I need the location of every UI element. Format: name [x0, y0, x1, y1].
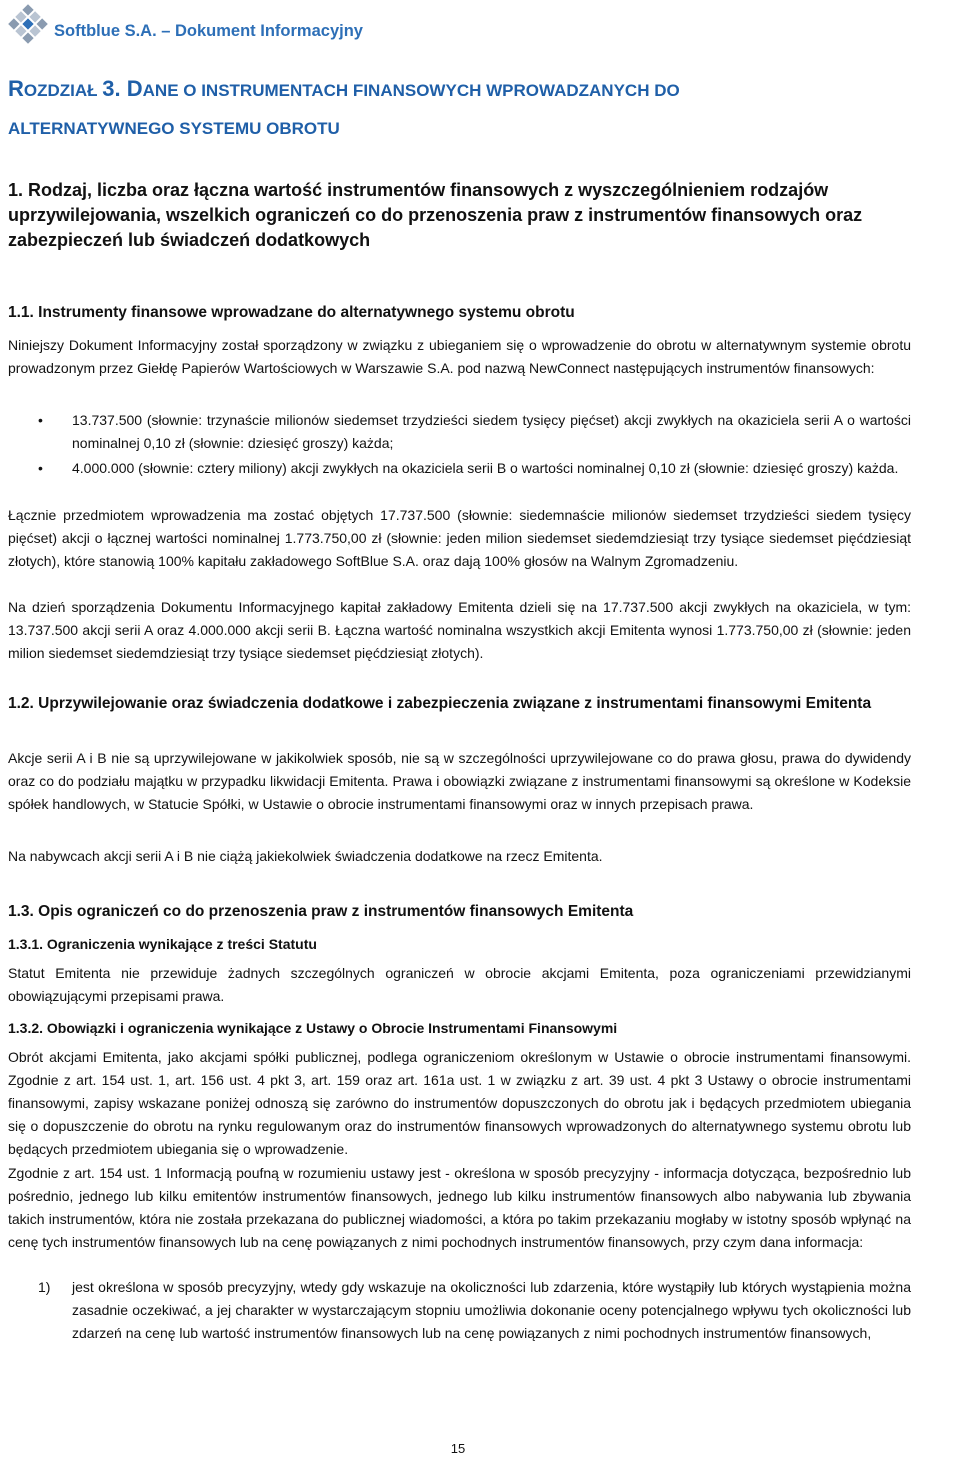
information-criteria-list	[8, 1276, 911, 1345]
section-1-3-2-heading: 1.3.2. Obowiązki i ograniczenia wynikające z Ustawy o Obrocie Instrumentami Finansowymi	[8, 1020, 618, 1036]
section-1-3-1-heading: 1.3.1. Ograniczenia wynikające z treści Statutu	[8, 936, 317, 952]
bullet-icon: •	[38, 412, 43, 428]
section-1-3-1-paragraph: Statut Emitenta nie przewiduje żadnych szczególnych ograniczeń w obrocie akcjami Emitenta, poza ograniczeniami przewidzianymi obowiązującymi przepisami prawa.	[8, 965, 911, 1004]
list-item: • 4.000.000 (słownie: cztery miliony) akcji zwykłych na okaziciela serii B o wartości nominalnej 0,10 zł (słownie: dziesięć groszy) każda.	[8, 457, 911, 480]
bullet-icon: •	[38, 460, 43, 476]
page-header	[4, 4, 52, 44]
section-1-3-2-paragraph-1: Obrót akcjami Emitenta, jako akcjami spółki publicznej, podlega ograniczeniom określonym w Ustawie o obrocie instrumentami finansowymi. Zgodnie z art. 154 ust. 1, art. 156 ust. 4 pkt 3, art. 159 oraz art. 161a ust. 1 w związku z art. 39 ust. 4 pkt 3 Ustawy o obrocie instrumentami finansowymi, zapisy wskazane poniżej odnoszą się zarówno do instrumentów dopuszczonych do obrotu jak i będących przedmiotem ubiegania się o dopuszczenie do obrotu na rynku regulowanym oraz do instrumentów finansowych wprowadzonych do alternatywnego systemu obrotu lub będących przedmiotem ubiegania się o wprowadzenie.	[8, 1049, 911, 1157]
section-1-2-heading: 1.2. Uprzywilejowanie oraz świadczenia dodatkowe i zabezpieczenia związane z instrumentami finansowymi Emitenta	[8, 695, 872, 712]
section-1-2-paragraph-2: Na nabywcach akcji serii A i B nie ciążą jakiekolwiek świadczenia dodatkowe na rzecz Emitenta.	[8, 848, 603, 864]
section-1-1-heading: 1.1. Instrumenty finansowe wprowadzane do alternatywnego systemu obrotu	[8, 304, 575, 321]
section-1-3-heading: 1.3. Opis ograniczeń co do przenoszenia praw z instrumentów finansowych Emitenta	[8, 903, 634, 920]
softblue-logo-icon	[4, 4, 52, 44]
chapter-title-line1: ROZDZIAŁ 3. DANE O INSTRUMENTACH FINANSOWYCH WPROWADZANYCH DO	[8, 76, 680, 101]
instruments-list	[8, 409, 911, 482]
list-item: 1) jest określona w sposób precyzyjny, wtedy gdy wskazuje na okoliczności lub zdarzenia, które wystąpiły lub których wystąpienia można zasadnie oczekiwać, a jej charakter w wystarczającym stopniu umożliwia dokonanie oceny potencjalnego wpływu tych okoliczności lub zdarzeń na cenę lub wartość instrumentów finansowych lub na cenę powiązanych z nimi pochodnych instrumentów finansowych,	[38, 1279, 911, 1341]
section-1-1-capital: Na dzień sporządzenia Dokumentu Informacyjnego kapitał zakładowy Emitenta dzieli się na 17.737.500 akcji zwykłych na okaziciela, w tym: 13.737.500 akcji serii A oraz 4.000.000 akcji serii B. Łączna wartość nominalna wszystkich akcji Emitenta wynosi 1.773.750,00 zł (słownie: jeden milion siedemset siedemdziesiąt trzy tysiące siedemset pięćdziesiąt złotych).	[8, 599, 911, 661]
section-1-heading: 1. Rodzaj, liczba oraz łączna wartość instrumentów finansowych z wyszczególnieniem rodzajów uprzywilejowania, wszelkich ograniczeń co do przenoszenia praw z instrumentów finansowych oraz zabezpieczeń lub świadczeń dodatkowych	[8, 180, 863, 250]
page-number: 15	[450, 1441, 466, 1456]
chapter-title-line2: ALTERNATYWNEGO SYSTEMU OBROTU	[8, 119, 340, 138]
header-title: Softblue S.A. – Dokument Informacyjny	[54, 22, 363, 40]
section-1-1-total: Łącznie przedmiotem wprowadzenia ma zostać objętych 17.737.500 (słownie: siedemnaście milionów siedemset trzydzieści siedem tysięcy pięćset) akcji o łącznej wartości nominalnej 1.773.750,00 zł (słownie: jeden milion siedemset siedemdziesiąt trzy tysiące siedemset pięćdziesiąt złotych), które stanowią 100% kapitału zakładowego SoftBlue S.A. oraz dają 100% głosów na Walnym Zgromadzeniu.	[8, 507, 911, 569]
section-1-2-paragraph-1: Akcje serii A i B nie są uprzywilejowane w jakikolwiek sposób, nie są w szczególności uprzywilejowane co do prawa głosu, prawa do dywidendy oraz co do podziału majątku w przypadku likwidacji Emitenta. Prawa i obowiązki związane z instrumentami finansowymi są określone w Kodeksie spółek handlowych, w Statucie Spółki, w Ustawie o obrocie instrumentami finansowymi oraz w innych przepisach prawa.	[8, 750, 911, 812]
chapter-title	[8, 70, 948, 148]
section-1-3-2-paragraph-2: Zgodnie z art. 154 ust. 1 Informacją poufną w rozumieniu ustawy jest - określona w sposób precyzyjny - informacja dotycząca, bezpośrednio lub pośrednio, jednego lub kilku emitentów instrumentów finansowych, jednego lub kilku instrumentów finansowych albo nabywania lub zbywania takich instrumentów, która nie została przekazana do publicznej wiadomości, a która po takim przekazaniu mogłaby w istotny sposób wpłynąć na cenę tych instrumentów finansowych lub na cenę powiązanych z nimi pochodnych instrumentów finansowych, przy czym dana informacja:	[8, 1165, 911, 1250]
list-item: • 13.737.500 (słownie: trzynaście milionów siedemset trzydzieści siedem tysięcy pięćset) akcji zwykłych na okaziciela serii A o wartości nominalnej 0,10 zł (słownie: dziesięć groszy) każda;	[8, 409, 911, 455]
section-1-1-intro: Niniejszy Dokument Informacyjny został sporządzony w związku z ubieganiem się o wprowadzenie do obrotu w alternatywnym systemie obrotu prowadzonym przez Giełdę Papierów Wartościowych w Warszawie S.A. pod nazwą NewConnect następujących instrumentów finansowych:	[8, 337, 911, 376]
